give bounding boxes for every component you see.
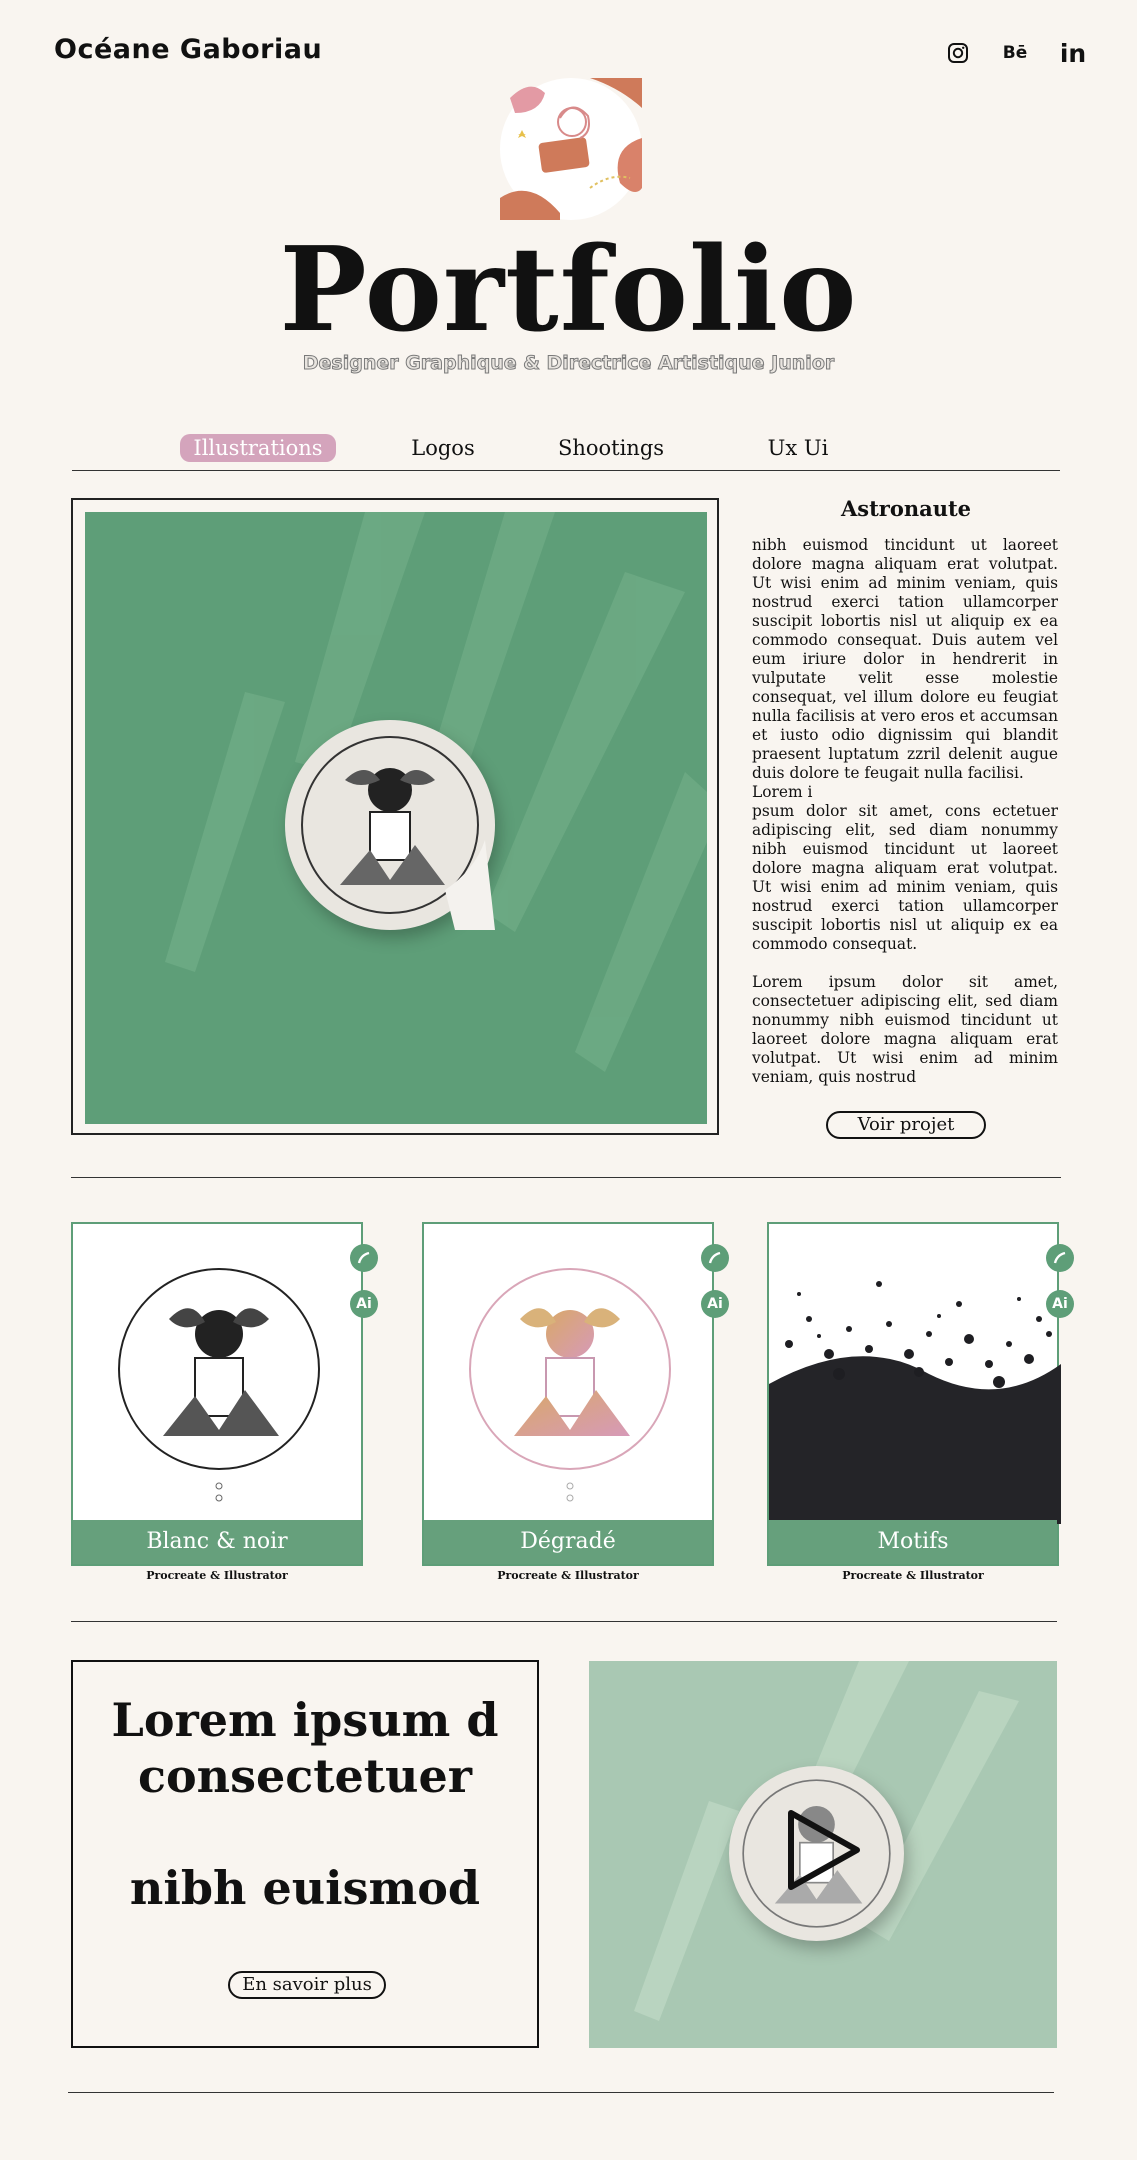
card-label: Blanc & noir [73,1520,361,1564]
linkedin-icon[interactable]: in [1059,38,1087,68]
instagram-icon[interactable] [943,38,973,68]
illustrator-icon: Ai [350,1290,378,1318]
procreate-icon [1046,1244,1074,1272]
card-black-white[interactable] [71,1222,372,1566]
card-gradient[interactable] [422,1222,723,1566]
card-label: Motifs [769,1520,1057,1564]
card-subtitle: Procreate & Illustrator [842,1569,984,1582]
card-patterns[interactable] [767,1222,1068,1566]
illustrator-icon: Ai [701,1290,729,1318]
astronaut-sticker [285,720,495,930]
section-divider [71,1177,1061,1178]
behance-icon[interactable]: Bē [1002,43,1028,63]
card-subtitle: Procreate & Illustrator [146,1569,288,1582]
page-title: Portfolio [279,222,858,358]
tab-illustrations[interactable]: Illustrations [180,434,336,462]
brand-name[interactable]: Océane Gaboriau [54,34,323,65]
view-project-button[interactable]: Voir projet [826,1111,986,1139]
section-divider [71,1621,1057,1622]
featured-image[interactable] [85,512,707,1124]
illustrator-icon: Ai [1046,1290,1074,1318]
avatar [500,78,642,220]
promo-heading: Lorem ipsum d consectetuer nibh euismod [111,1693,499,1915]
tab-shootings[interactable]: Shootings [557,436,665,460]
procreate-icon [701,1244,729,1272]
project-description: nibh euismod tincidunt ut laoreet dolore magna aliquam erat volutpat. Ut wisi enim ad minim veniam, quis nostrud exerci tation ullamcorper suscipit lobortis nisl ut aliquip ex ea commodo consequat. Duis autem vel eum iriure dolor in hendrerit in vulputate velit esse molestie consequat, vel illum dolore eu feugiat nulla facilisis at vero eros et accumsan et iusto odio dignissim qui blandit praesent luptatum zzril delenit augue duis dolore te feugait nulla facilisi. Lorem i psum dolor sit amet, cons ectetuer adipiscing elit, sed diam nonummy nibh euismod tincidunt ut laoreet dolore magna aliquam erat volutpat. Ut wisi enim ad minim veniam, quis nostrud exerci tation ullamcorper suscipit lobortis nisl ut aliquip ex ea commodo consequat. Lorem ipsum dolor sit amet, consectetuer adipiscing elit, sed diam nonummy nibh euismod tincidunt ut laoreet dolore magna aliquam erat volutpat. Ut wisi enim ad minim veniam, quis nostrud [752,536,1058,1086]
tab-ux-ui[interactable]: Ux Ui [767,436,829,460]
procreate-icon [350,1244,378,1272]
page-subtitle: Designer Graphique & Directrice Artistique Junior [302,352,835,374]
project-title: Astronaute [840,496,972,521]
tabs-divider [72,470,1060,471]
learn-more-button[interactable]: En savoir plus [228,1971,386,1999]
tab-logos[interactable]: Logos [411,436,475,460]
card-label: Dégradé [424,1520,712,1564]
play-icon[interactable] [783,1807,865,1897]
card-subtitle: Procreate & Illustrator [497,1569,639,1582]
footer-divider [68,2092,1054,2093]
video-thumbnail[interactable] [589,1661,1057,2048]
